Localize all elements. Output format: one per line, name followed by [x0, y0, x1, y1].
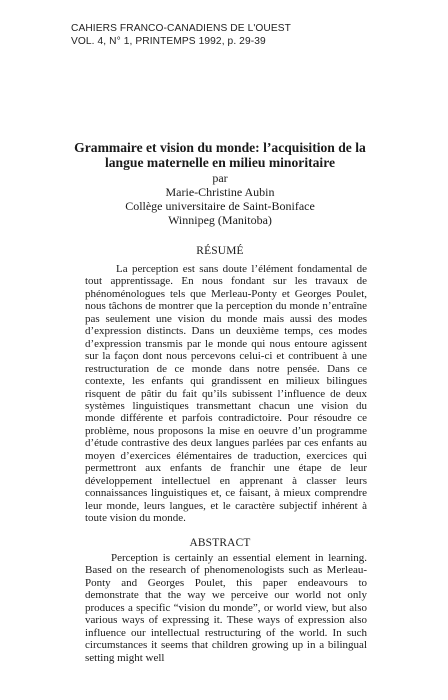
abstract-heading: ABSTRACT	[189, 537, 251, 549]
byline	[60, 171, 380, 227]
author-location: Winnipeg (Manitoba)	[168, 213, 272, 227]
article-title: Grammaire et vision du monde: l’acquisition de la langue maternelle en milieu minoritaire	[74, 140, 366, 170]
article-header	[60, 140, 380, 227]
resume-heading: RÉSUMÉ	[196, 245, 244, 257]
journal-name: CAHIERS FRANCO-CANADIENS DE L'OUEST	[71, 23, 291, 34]
abstract-paragraph: Perception is certainly an essential element in learning. Based on the research of phenomenologists such as Merleau-Ponty and Georges Poulet, this paper endeavours to demonstrate that the way we perceive our world not only produces a specific “vision du monde”, or world view, but also various ways of expressing it. These ways of expression also influence our intellectual restructuring of the world. In such circumstances it seems that children growing up in a bilingual setting might well	[85, 552, 367, 664]
journal-issue: VOL. 4, N° 1, PRINTEMPS 1992, p. 29-39	[71, 36, 266, 47]
author-affiliation: Collège universitaire de Saint-Boniface	[125, 199, 315, 213]
journal-header	[71, 22, 291, 48]
by-word: par	[212, 171, 228, 185]
resume-paragraph: La perception est sans doute l’élément fondamental de tout apprentissage. En nous fondant sur les travaux de phénoménologues tels que Merleau-Ponty et Georges Poulet, nous tâchons de montrer que la perception du monde n’entraîne pas seulement une vision du monde mais aussi des modes d’expression distincts. Dans un deuxième temps, ces modes d’expression transmis par le monde qui nous entoure agissent sur la façon dont nous percevons celui-ci et contribuent à une restructuration de ce monde dans notre pensée. Dans ce contexte, les enfants qui grandissent en milieux bilingues risquent de pâtir du fait qu’ils subissent l’influence de deux systèmes linguistiques transmettant chacun une vision du monde différente et parfois contradictoire. Pour résoudre ce problème, nous proposons la mise en oeuvre d’un programme d’étude contrastive des deux langues parlées par ces enfants au moyen d’exercices élémentaires de traduction, exercices qui permettront aux enfants de franchir une étape de leur développement intellectuel en apprenant à classer leurs connaissances linguistiques et, ce faisant, à mieux comprendre leur monde, leurs langues, et le caractère subjectif inhérent à toute vision du monde.	[85, 263, 367, 525]
author-name: Marie-Christine Aubin	[165, 185, 275, 199]
